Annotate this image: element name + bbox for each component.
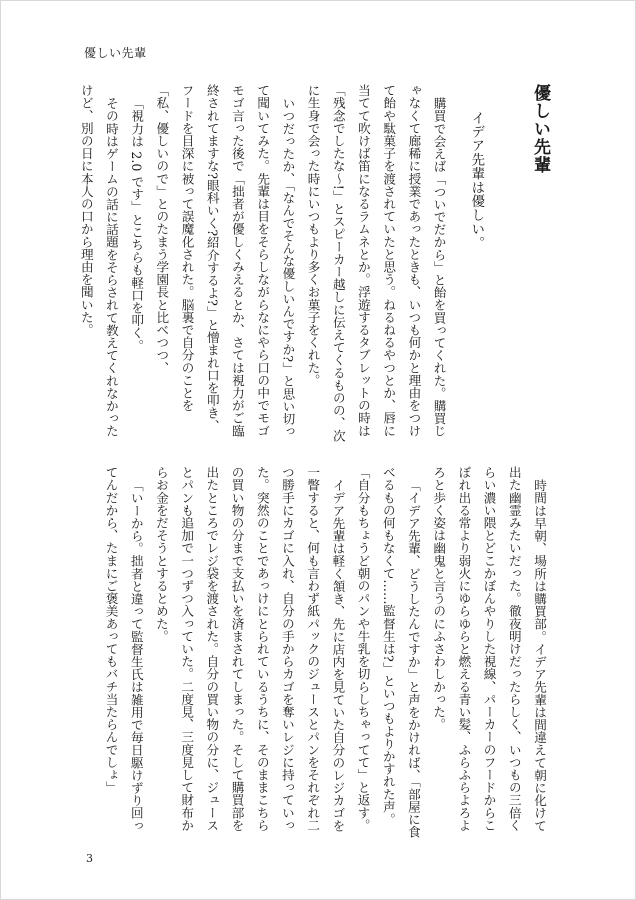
paragraph: 「視力は 2.0 です」とこちらも軽口を叩く。 xyxy=(129,96,145,352)
lower-text-block xyxy=(82,466,552,838)
paragraph: イデア先輩は軽く頷き、先に店内を見ていた自分のレジカゴを一瞥すると、何も言わず紙パックのジュースとパンをそれぞれ二つ勝手にカゴに入れ、自分の手からカゴを奪いレジに持っていった。突然のことであっけにとられているうちに、そのままこちらの買い物の分まで支払いを済まされてしまった。そして購買部を出たところでレジ袋を渡された。自分の買い物の分に、ジュースとパンも追加で一つずつ入っていた。二度見、三度見して財布からお金をだそうとするとめた。 xyxy=(153,466,346,832)
paragraph: 「イデア先輩、どうしたんですか」と声をかければ、「部屋に食べるもの何もなくて……監督生は?」といつもよりかすれた声。「自分もちょうど朝のパンや牛乳を切らしちゃってて」と返す。 xyxy=(355,466,421,838)
running-header: 優しい先輩 xyxy=(84,46,147,60)
paragraph: 時間は早朝、場所は購買部。イデア先輩は間違えて朝に化けて出た幽霊みたいだった。徹夜明けだったらしく、いつもの三倍くらい濃い隈とどこかぼんやりした視線、パーカーのフードからこぼれ出る常より弱火にゆらゆらと燃える青い髪、ふらふらよろよろと歩く姿は幽鬼と言うのにふさわしかった。 xyxy=(431,466,547,832)
opening-line: イデア先輩は優しい。 xyxy=(468,110,484,250)
paragraph: 購買で会えば「ついでだから」と飴を買ってくれた。購買じゃなくて廊稀に授業であったときも、いつも何かと理由をつけて飴や駄菓子を渡されていたと思う。ねるねるやつとか、唇に当てて吹けば笛になるラムネとか。浮遊するタブレットの時は「残念でしたな〜!」とスピーカー越しに伝えてくるものの、次に生身で会った時にいつもより多くお菓子をくれた。 xyxy=(305,84,447,442)
upper-text-block xyxy=(78,84,552,444)
paragraph: その時はゲームの話に話題をそらされて教えてくれなかったけど、別の日に本人の口から理由を聞いた。 xyxy=(78,84,119,437)
chapter-title: 優しい先輩 xyxy=(530,84,550,174)
paragraph: 「いーから。拙者と違って監督生氏は雑用で毎日駆けずり回ってんだから、たまにご褒美あってもバチ当たらんでしょ」 xyxy=(103,466,144,832)
paragraph: いつだったか、「なんでそんな優しいんですか?」と思い切って聞いてみた。先輩は目をそらしながらなにやら口の中でモゴモゴ言った後で「拙者が優しくみえるとか、さては視力がご臨終されてますな?眼科いく?紹介するよ?」と憎まれ口を叩き、フードを目深に被って誤魔化された。脳裏で自分のことを「私、優しいので」とのたまう学園長と比べつつ、 xyxy=(154,84,296,438)
page-number: 3 xyxy=(86,852,93,865)
